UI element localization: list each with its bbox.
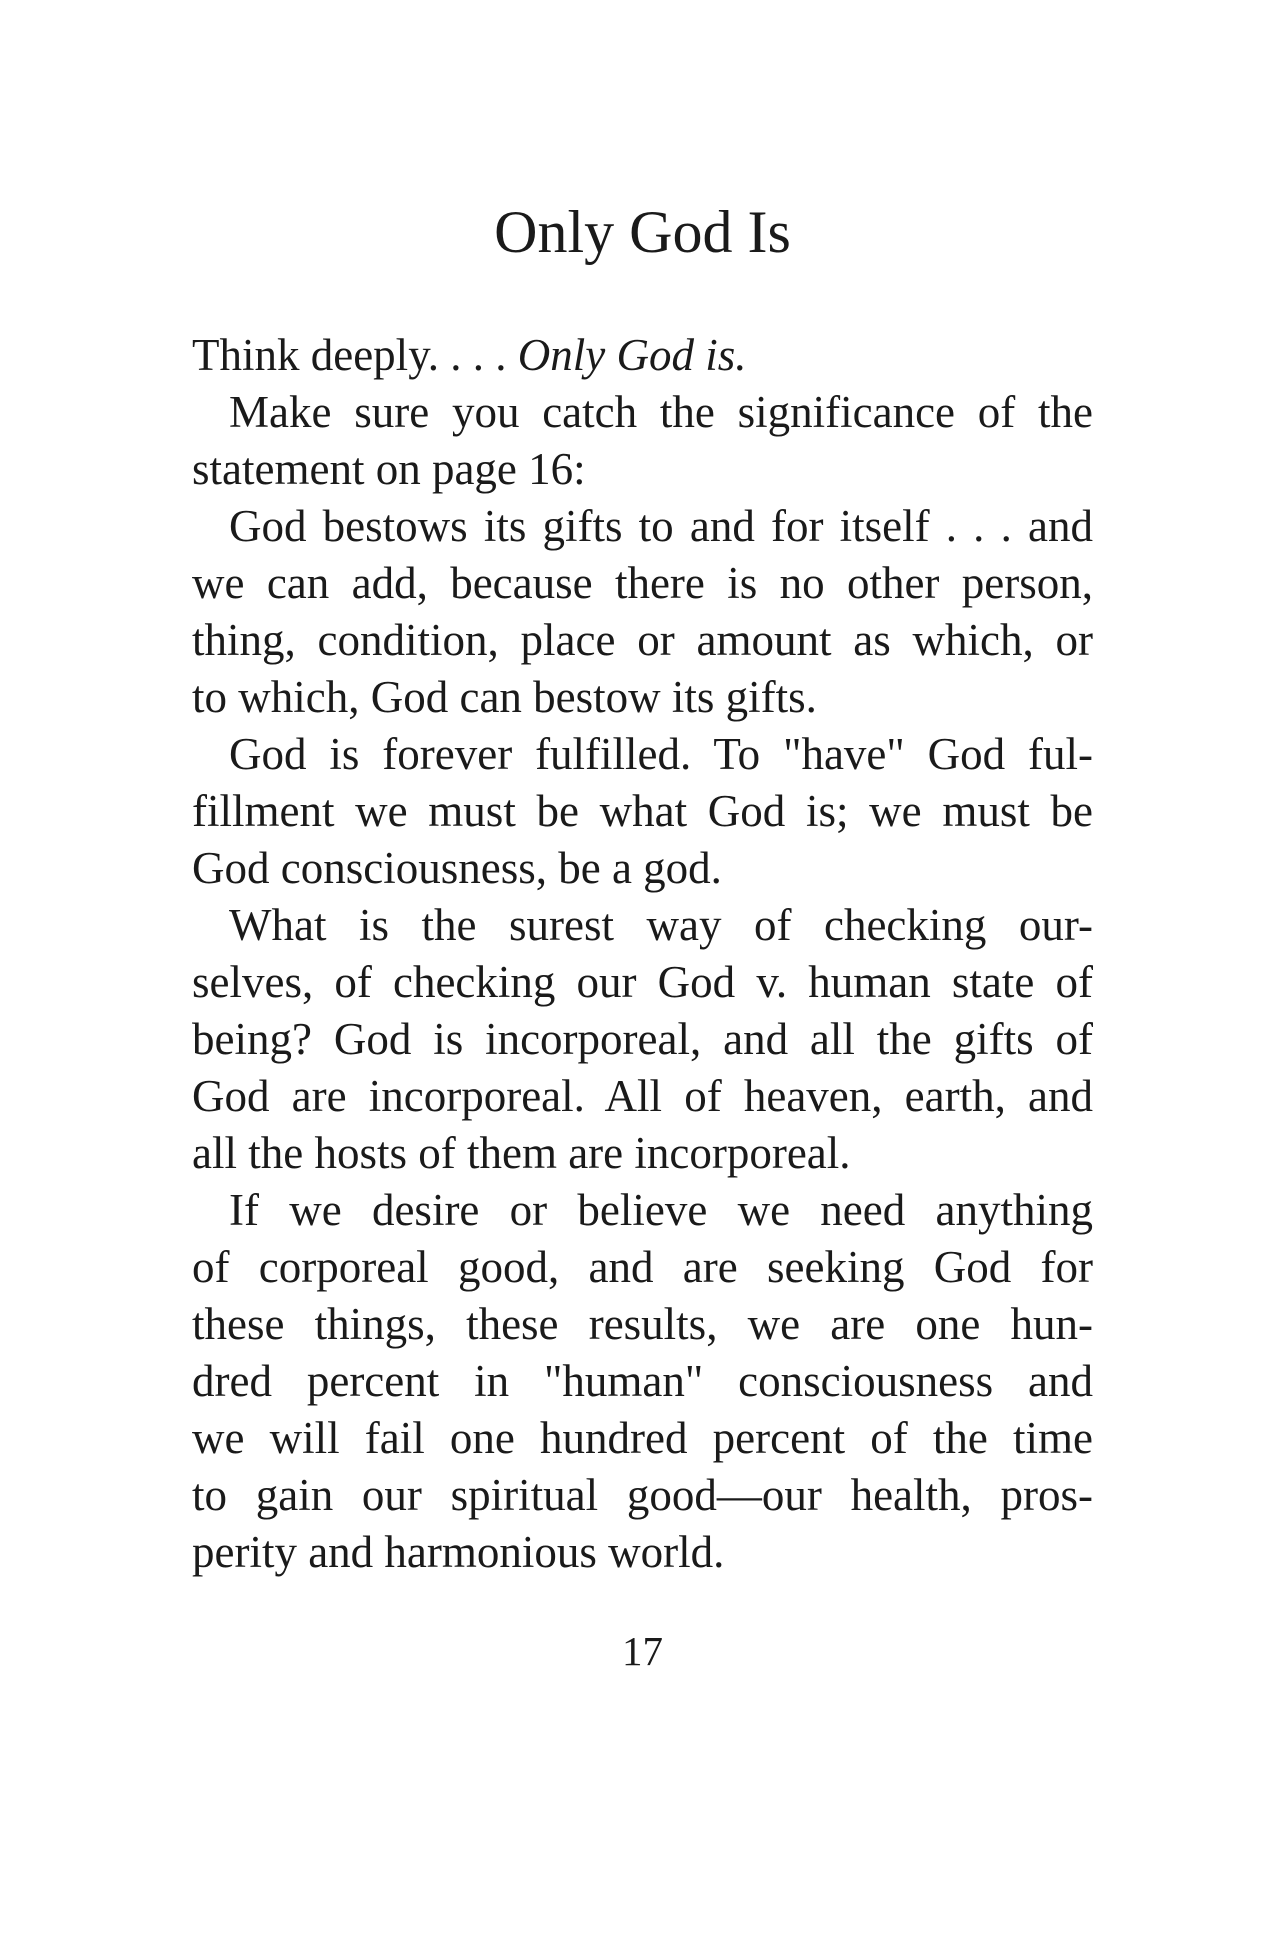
text-segment: these things, these results, we are one hun- <box>192 1299 1093 1349</box>
body-line <box>192 555 1093 612</box>
text-segment: Make sure you catch the significance of the <box>229 387 1093 437</box>
body-line <box>192 1239 1093 1296</box>
body-line <box>192 1125 1093 1182</box>
text-segment: perity and harmonious world. <box>192 1527 725 1577</box>
text-segment: God is forever fulfilled. To "have" God ful- <box>229 729 1093 779</box>
body-line <box>192 327 1093 384</box>
text-segment: all the hosts of them are incorporeal. <box>192 1128 851 1178</box>
text-segment: of corporeal good, and are seeking God for <box>192 1242 1093 1292</box>
body-line <box>192 726 1093 783</box>
text-segment: Think deeply. . . . <box>192 330 518 380</box>
text-segment: fillment we must be what God is; we must be <box>192 786 1093 836</box>
text-segment: God are incorporeal. All of heaven, earth, and <box>192 1071 1093 1121</box>
text-segment: dred percent in "human" consciousness and <box>192 1356 1093 1406</box>
body-line <box>192 1524 1093 1581</box>
text-segment: If we desire or believe we need anything <box>229 1185 1093 1235</box>
body-line <box>192 1011 1093 1068</box>
text-segment: What is the surest way of checking our- <box>229 900 1093 950</box>
body-line <box>192 498 1093 555</box>
body-line <box>192 1467 1093 1524</box>
text-segment: God consciousness, be a god. <box>192 843 722 893</box>
chapter-title: Only God Is <box>494 199 791 265</box>
body-line <box>192 1353 1093 1410</box>
text-segment: being? God is incorporeal, and all the gifts of <box>192 1014 1093 1064</box>
text-segment: to which, God can bestow its gifts. <box>192 672 817 722</box>
body-line <box>192 441 1093 498</box>
body-line <box>192 1296 1093 1353</box>
text-segment: God bestows its gifts to and for itself . . . and <box>229 501 1093 551</box>
text-segment: selves, of checking our God v. human state of <box>192 957 1093 1007</box>
body-line <box>192 669 1093 726</box>
body-line <box>192 612 1093 669</box>
body-line <box>192 384 1093 441</box>
text-segment: thing, condition, place or amount as which, or <box>192 615 1093 665</box>
body-text <box>192 327 1093 1581</box>
text-segment: statement on page 16: <box>192 444 586 494</box>
text-segment: to gain our spiritual good—our health, pros- <box>192 1470 1093 1520</box>
text-segment: we will fail one hundred percent of the time <box>192 1413 1093 1463</box>
body-line <box>192 1410 1093 1467</box>
body-line <box>192 1182 1093 1239</box>
body-line <box>192 840 1093 897</box>
body-line <box>192 1068 1093 1125</box>
italic-text-segment: Only God is. <box>517 330 747 380</box>
text-segment: we can add, because there is no other person, <box>192 558 1093 608</box>
body-line <box>192 783 1093 840</box>
body-line <box>192 954 1093 1011</box>
page-number: 17 <box>622 1628 663 1674</box>
body-line <box>192 897 1093 954</box>
